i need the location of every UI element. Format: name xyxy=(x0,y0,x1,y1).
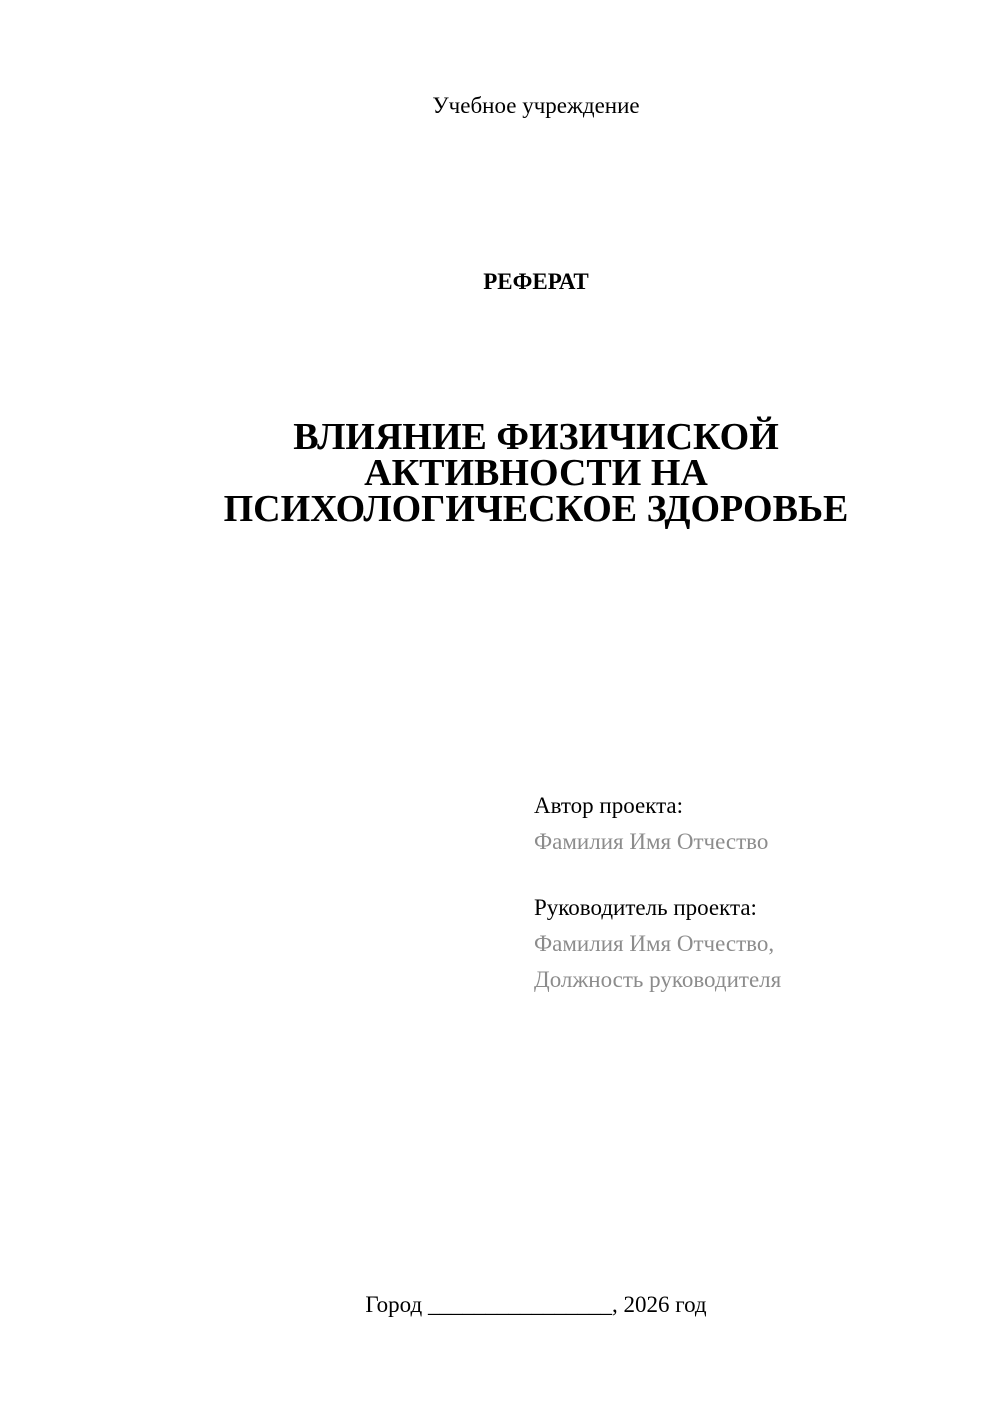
institution-name: Учебное учреждение xyxy=(432,93,640,118)
author-label: Автор проекта: xyxy=(534,793,683,818)
supervisor-position: Должность руководителя xyxy=(534,967,782,992)
supervisor-label: Руководитель проекта: xyxy=(534,895,757,920)
info-spacer xyxy=(534,860,974,890)
title-line-2: АКТИВНОСТИ НА xyxy=(364,452,708,494)
project-info-block xyxy=(534,788,974,998)
document-type: РЕФЕРАТ xyxy=(483,269,589,294)
title-line-1: ВЛИЯНИЕ ФИЗИЧИСКОЙ xyxy=(293,416,779,458)
title-line-3: ПСИХОЛОГИЧЕСКОЕ ЗДОРОВЬЕ xyxy=(223,488,849,530)
city-year-line: Город ________________, 2026 год xyxy=(365,1292,707,1317)
supervisor-name: Фамилия Имя Отчество, xyxy=(534,931,775,956)
author-name: Фамилия Имя Отчество xyxy=(534,829,769,854)
document-title xyxy=(136,416,936,530)
